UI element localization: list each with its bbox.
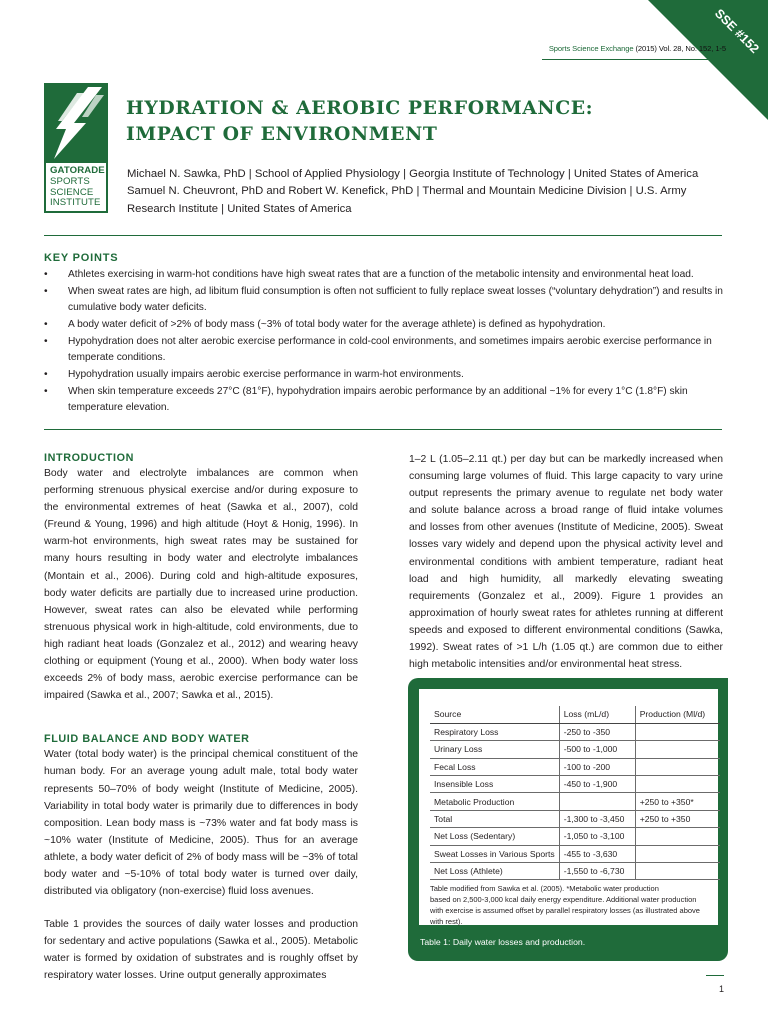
- key-points-divider: [44, 429, 722, 430]
- table-cell: -1,300 to -3,450: [559, 810, 635, 827]
- author-line-2: Samuel N. Cheuvront, PhD and Robert W. Kenefick, PhD | Thermal and Mountain Medicine Division | U.S. Army: [127, 185, 687, 198]
- lightning-bolt-icon: [44, 83, 108, 163]
- table-cell: [635, 863, 720, 880]
- table-row: [430, 810, 720, 827]
- fluid-balance-heading: FLUID BALANCE AND BODY WATER: [44, 733, 250, 746]
- left-column: [44, 451, 358, 985]
- table-cell: Net Loss (Sedentary): [430, 828, 559, 845]
- title-line-1: HYDRATION & AEROBIC PERFORMANCE:: [126, 97, 594, 119]
- col-header-production: Production (Ml/d): [635, 706, 720, 723]
- table-cell: -100 to -200: [559, 758, 635, 775]
- table-cell: -455 to -3,630: [559, 845, 635, 862]
- logo-line-gatorade: GATORADE: [50, 165, 105, 176]
- logo-line-sports: SPORTS: [50, 175, 90, 187]
- table-cell: [635, 828, 720, 845]
- issue-reference: [546, 44, 726, 53]
- table-cell: -450 to -1,900: [559, 776, 635, 793]
- right-column: [409, 451, 723, 673]
- paragraph-gap: [44, 900, 358, 916]
- table-row: [430, 758, 720, 775]
- table-cell: Insensible Loss: [430, 776, 559, 793]
- table-cell: -500 to -1,000: [559, 741, 635, 758]
- issue-badge-label: SSE #152: [711, 6, 762, 57]
- table-cell: -1,550 to -6,730: [559, 863, 635, 880]
- key-points-list: [44, 267, 724, 417]
- col-header-loss: Loss (mL/d): [559, 706, 635, 723]
- footnote-line: with exercise is assumed offset by parallel respiratory losses (as illustrated above: [430, 906, 700, 915]
- table-cell: Total: [430, 810, 559, 827]
- publication-name: Sports Science Exchange: [548, 44, 634, 53]
- table-cell: Urinary Loss: [430, 741, 559, 758]
- page-number: 1: [719, 984, 725, 994]
- table-row: [430, 845, 720, 862]
- footnote-line: Table modified from Sawka et al. (2005). *Metabolic water production: [430, 884, 659, 893]
- bolt-emblem: [44, 83, 108, 163]
- key-point-item: • A body water deficit of >2% of body mass (~3% of total body water for the average athlete) is defined as hypohydration.: [44, 317, 724, 334]
- table-cell: +250 to +350: [635, 810, 720, 827]
- table-caption: Table 1: Daily water losses and production.: [420, 937, 586, 947]
- table-1-card: [419, 689, 718, 925]
- key-point-item: • When skin temperature exceeds 27°C (81°F), hypohydration impairs aerobic performance by an additional ~1% for every 1°C (1.8°F) skin temperature elevation.: [44, 384, 724, 417]
- introduction-heading: INTRODUCTION: [44, 452, 134, 464]
- key-point-item: • Hypohydration usually impairs aerobic exercise performance in warm-hot environments.: [44, 367, 724, 384]
- table-row: [430, 776, 720, 793]
- table-cell: [635, 723, 720, 740]
- section-gap: [44, 704, 358, 732]
- table-footnote: [430, 883, 720, 927]
- table-cell: [635, 758, 720, 775]
- table-cell: Fecal Loss: [430, 758, 559, 775]
- author-line-1: Michael N. Sawka, PhD | School of Applied Physiology | Georgia Institute of Technology | United States of America: [127, 168, 699, 180]
- logo-line-institute: INSTITUTE: [50, 197, 101, 209]
- title-line-2: IMPACT OF ENVIRONMENT: [126, 123, 438, 145]
- table-row: [430, 793, 720, 810]
- table-row: [430, 723, 720, 740]
- issue-rule: [542, 59, 728, 60]
- gssi-logo: [44, 83, 108, 213]
- author-block: [127, 166, 727, 218]
- table-cell: [635, 741, 720, 758]
- fluid-balance-paragraph-1: Water (total body water) is the principal chemical constituent of the human body. For an average young adult male, total body water represents 50–70% of body weight (Institute of Medicine, 2005). Variability in total body water is primarily due to differences in body composition. Lean body mass is ~73% water and fat body mass is ~10% water (Institute of Medicine, 2005). Thus for an average athlete, a body water deficit of 2% of body mass will be ~3% of total body water and ~5-10% of total body water is turned over daily, distributed via obligatory (non-exercise) fluid loss avenues.: [44, 749, 358, 898]
- key-point-item: • Athletes exercising in warm-hot conditions have high sweat rates that are a function of the metabolic intensity and environmental heat load.: [44, 267, 724, 284]
- page-number-rule: [706, 975, 724, 976]
- table-row: [430, 863, 720, 880]
- table-cell: Metabolic Production: [430, 793, 559, 810]
- author-line-3: Research Institute | United States of America: [127, 202, 352, 215]
- table-cell: +250 to +350*: [635, 793, 720, 810]
- table-row: [430, 741, 720, 758]
- table-cell: Respiratory Loss: [430, 723, 559, 740]
- col-header-source: Source: [430, 706, 559, 723]
- table-cell: -1,050 to -3,100: [559, 828, 635, 845]
- footnote-line: based on 2,500-3,000 kcal daily energy expenditure. Additional water production: [430, 895, 697, 904]
- logo-wordmark: [44, 163, 108, 213]
- right-column-paragraph: 1–2 L (1.05–2.11 qt.) per day but can be markedly increased when consuming large volumes of fluid. This large capacity to vary urine output represents the primary avenue to regulate net body water and solute balance across a broad range of fluid intake volumes and losses from other avenues (Institute of Medicine, 2005). Sweat losses vary widely and depend upon the physical activity level and environmental conditions with ambient temperature, radiant heat load and high humidity, all markedly elevating sweating requirements (Gonzalez et al., 2009). Figure 1 provides an approximation of hourly sweat rates for athletes running at different speeds and exposed to different environmental conditions (Sawka, 1992). Sweat rates of >1 L/h (1.05 qt.) are common due to either high metabolic intensities and/or environmental heat stress.: [409, 454, 723, 671]
- water-balance-table: [430, 706, 720, 880]
- key-points-heading: KEY POINTS: [44, 252, 119, 264]
- table-1-panel: [408, 678, 728, 961]
- logo-line-science: SCIENCE: [50, 186, 94, 198]
- key-point-item: • When sweat rates are high, ad libitum fluid consumption is often not sufficient to fully replace sweat losses (“voluntary dehydration”) and results in cumulative body water deficits.: [44, 284, 724, 317]
- header-divider: [44, 235, 722, 236]
- footnote-line: with rest).: [430, 917, 463, 926]
- fluid-balance-paragraph-2: Table 1 provides the sources of daily water losses and production for sedentary and active populations (Sawka et al., 2005). Metabolic water is formed by oxidation of substrates and is roughly offset by respiratory water losses. Urine output generally approximates: [44, 919, 358, 982]
- key-point-item: • Hypohydration does not alter aerobic exercise performance in cold-cool environments, and sometimes impairs aerobic exercise performance in temperate conditions.: [44, 334, 724, 367]
- table-cell: -250 to -350: [559, 723, 635, 740]
- introduction-paragraph: Body water and electrolyte imbalances are common when performing strenuous physical exercise and/or during exposure to the environmental extremes of heat (Sawka et al., 2007), cold (Freund & Young, 1996) and high altitude (Hoyt & Honig, 1996). In warm-hot environments, high sweat rates may be sustained for many hours resulting in body water and electrolyte imbalances (Montain et al., 2006). During cold and high-altitude exposures, body water deficits are partially due to increased urine production. However, sweat rates can also be elevated while performing strenuous physical work in high-altitude, cold environments, due to high radiant heat loads (Gonzalez et al., 2012) and wearing heavy clothing or equipment (Young et al., 2000). When body water loss exceeds 2% of body mass, aerobic exercise performance can be impaired (Sawka et al., 2007; Sawka et al., 2015).: [44, 468, 358, 702]
- table-row: [430, 828, 720, 845]
- table-header-row: [430, 706, 720, 723]
- table-cell: [635, 845, 720, 862]
- table-cell: Sweat Losses in Various Sports: [430, 845, 559, 862]
- article-title: [126, 95, 726, 147]
- table-cell: [559, 793, 635, 810]
- issue-details: (2015) Vol. 28, No. 152, 1-5: [633, 44, 726, 53]
- table-cell: Net Loss (Athlete): [430, 863, 559, 880]
- table-cell: [635, 776, 720, 793]
